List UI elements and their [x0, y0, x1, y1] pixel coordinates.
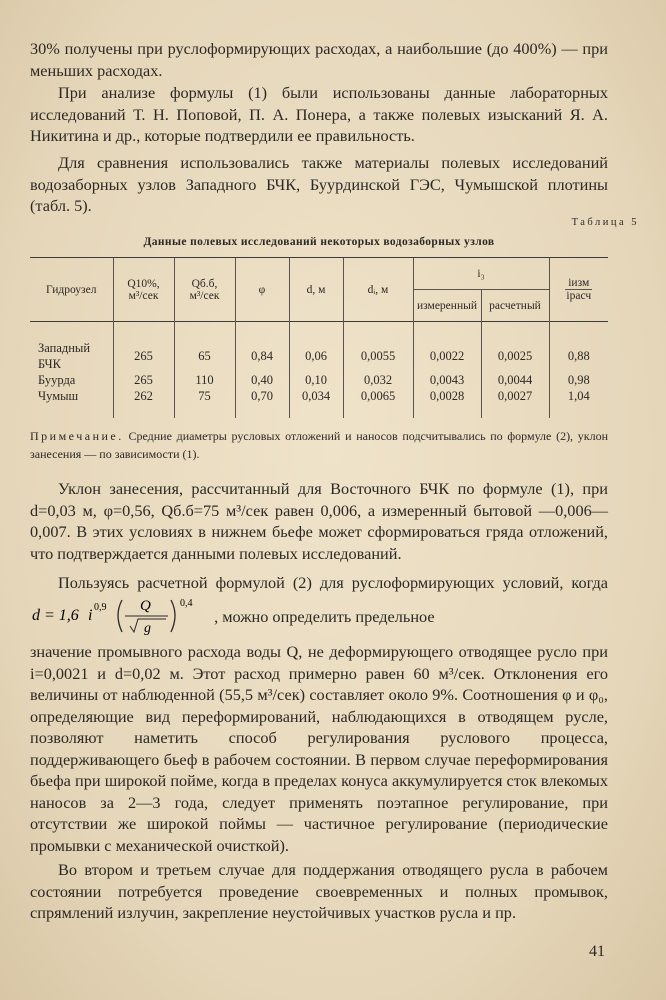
col-phi: φ	[235, 258, 289, 322]
table-title: Данные полевых исследований некоторых водозаборных узлов	[143, 236, 495, 248]
formula-denominator: g	[144, 620, 151, 636]
col-ratio: iизм iрасч	[549, 258, 608, 322]
col-qbf: Qб.б, м³/сек	[174, 258, 235, 322]
formula-exp1: 0,9	[94, 601, 107, 613]
formula-base: i	[88, 606, 93, 624]
note-label: Примечание.	[30, 429, 124, 443]
paragraph-5: Пользуясь расчетной формулой (2) для руслоформирующих условий, когда d = 1,6 i 0,9 Q g 0,4 , можно определить предельное	[32, 573, 608, 636]
paragraph-2: При анализе формулы (1) были использованы данные лабораторных исследований Т. Н. Поповой, П. А. Понера, а также полевых изысканий Я. А. Никитина и др., которые подтвердили ее правильность.	[30, 83, 608, 145]
paragraph-4: Уклон занесения, рассчитанный для Восточного БЧК по формуле (1), при d=0,03 м, φ=0,56, Qб.б=75 м³/сек равен 0,006, а измеренный бытовой —0,006—0,007. В этих условиях в нижнем бьефе может сформироваться гряда отложений, что подтверждается данными полевых исследований.	[30, 479, 608, 563]
col-measured: измеренный	[413, 290, 481, 322]
table-note	[30, 428, 608, 463]
col-di: dᵢ, м	[343, 258, 413, 322]
table-row: Буурда 265 110 0,40 0,10 0,032 0,0043 0,0044 0,98	[30, 372, 608, 388]
page-number: 41	[589, 943, 605, 960]
table-caption: Таблица 5	[571, 217, 639, 228]
col-q10: Q10%, м³/сек	[113, 258, 174, 322]
formula-exp2: 0,4	[180, 597, 193, 609]
formula-2	[30, 594, 210, 636]
paragraph-7: Во втором и третьем случае для поддержания отводящего русла в рабочем состоянии потребуется проведение своевременных и полных промывок, спрямлений излучин, закрепление неустойчивых участков русла и пр.	[30, 860, 608, 922]
formula-numerator: Q	[140, 597, 151, 614]
formula-lhs: d = 1,6	[32, 606, 79, 624]
col-group-i3: i₃	[413, 258, 549, 290]
note-text: Средние диаметры русловых отложений и наносов подсчитывались по формуле (2), уклон занесения — по зависимости (1).	[30, 429, 609, 461]
field-data-table	[30, 257, 608, 418]
col-hydronode: Гидроузел	[30, 258, 113, 322]
table-row: Западный БЧК 265 65 0,84 0,06 0,0055 0,0022 0,0025 0,88	[30, 322, 608, 373]
col-d: d, м	[289, 258, 343, 322]
formula-paren-left	[118, 600, 122, 632]
paragraph-6: значение промывного расхода воды Q, не деформирующего отводящее русло при i=0,0021 и d=0,02 м. Этот расход примерно равен 60 м³/сек. Отклонения его величины от наблюденной (55,5 м³/сек) составляет около 9%. Соотношения φ и φ₀, определяющие вид переформирований, наблюдающихся в отводящем русле, позволяют наметить способ регулирования руслового процесса, поддерживающего бьеф в рабочем состоянии. В первом случае переформирования бьефа при широкой пойме, когда в пределах конуса аккумулируется сток влекомых наносов за 2—3 года, следует применять поэтапное регулирование, при отсутствии же широкой поймы — частичное регулирование (периодические промывки с механической очисткой).	[30, 642, 608, 855]
table-row: Чумыш 262 75 0,70 0,034 0,0065 0,0028 0,0027 1,04	[30, 388, 608, 418]
col-calculated: расчетный	[481, 290, 549, 322]
formula-paren-right	[171, 600, 175, 632]
paragraph-1: 30% получены при руслоформирующих расходах, а наибольшие (до 400%) — при меньших расходах.	[30, 39, 608, 80]
paragraph-3: Для сравнения использовались также материалы полевых исследований водозаборных узлов Западного БЧК, Буурдинской ГЭС, Чумышской плотины (табл. 5).	[30, 153, 608, 215]
